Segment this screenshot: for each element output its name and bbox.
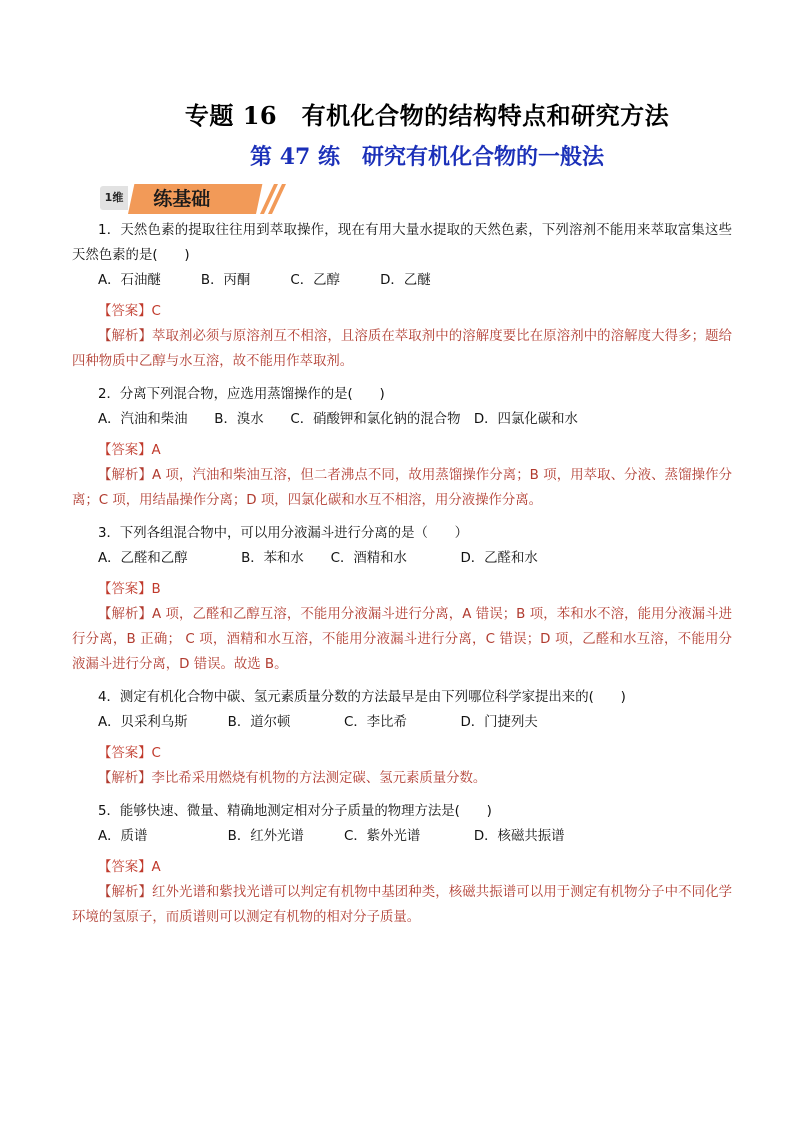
banner-level-label: 1维 xyxy=(100,186,128,210)
question-answer: 【答案】C xyxy=(98,304,161,319)
question-analysis: 【解析】李比希采用燃烧有机物的方法测定碳、氢元素质量分数。 xyxy=(98,771,487,786)
question-answer: 【答案】A xyxy=(98,860,161,875)
banner-label-box xyxy=(128,184,262,214)
question-stem: 1．天然色素的提取往往用到萃取操作，现在有用大量水提取的天然色素，下列溶剂不能用来萃取富集这些天然色素的是( ) xyxy=(72,223,732,263)
section-banner xyxy=(100,184,268,214)
question-analysis: 【解析】红外光谱和紫找光谱可以判定有机物中基团种类，核磁共振谱可以用于测定有机物分子中不同化学环境的氢原子，而质谱则可以测定有机物的相对分子质量。 xyxy=(72,885,732,925)
question-options: A．汽油和柴油 B．溴水 C．硝酸钾和氯化钠的混合物 D．四氯化碳和水 xyxy=(98,412,578,427)
question-answer: 【答案】B xyxy=(98,582,161,597)
question-stem: 5．能够快速、微量、精确地测定相对分子质量的物理方法是( ) xyxy=(98,804,492,819)
question-analysis: 【解析】A 项，汽油和柴油互溶，但二者沸点不同，故用蒸馏操作分离；B 项，用萃取、分液、蒸馏操作分离；C 项，用结晶操作分离；D 项，四氯化碳和水互不相溶，用分液操作分离。 xyxy=(72,468,732,508)
question-stem: 3．下列各组混合物中，可以用分液漏斗进行分离的是（ ） xyxy=(98,526,469,541)
question-stem: 4．测定有机化合物中碳、氢元素质量分数的方法最早是由下列哪位科学家提出来的( ) xyxy=(98,690,626,705)
question-item xyxy=(72,382,732,513)
question-options: A．石油醚 B．丙酮 C．乙醇 D．乙醚 xyxy=(98,273,431,288)
question-analysis: 【解析】A 项，乙醛和乙醇互溶，不能用分液漏斗进行分离，A 错误；B 项，苯和水不溶，能用分液漏斗进行分离，B 正确； C 项，酒精和水互溶，不能用分液漏斗进行分离，C 错误；D 项，乙醛和水互溶，不能用分液漏斗进行分离，D 错误。故选 B。 xyxy=(72,607,732,672)
banner-label: 练基础 xyxy=(153,188,211,210)
question-options: A．乙醛和乙醇 B．苯和水 C．酒精和水 D．乙醛和水 xyxy=(98,551,538,566)
question-item xyxy=(72,521,732,677)
question-answer: 【答案】C xyxy=(98,746,161,761)
question-stem: 2．分离下列混合物，应选用蒸馏操作的是( ) xyxy=(98,387,385,402)
question-options: A．贝采利乌斯 B．道尔顿 C．李比希 D．门捷列夫 xyxy=(98,715,538,730)
page-title: 专题 16 有机化合物的结构特点和研究方法 xyxy=(184,101,670,130)
page-subtitle: 第 47 练 研究有机化合物的一般法 xyxy=(250,144,604,170)
question-list xyxy=(72,218,732,930)
question-item xyxy=(72,218,732,374)
question-analysis: 【解析】萃取剂必须与原溶剂互不相溶，且溶质在萃取剂中的溶解度要比在原溶剂中的溶解度大得多；题给四种物质中乙醇与水互溶，故不能用作萃取剂。 xyxy=(72,329,732,369)
question-item xyxy=(72,799,732,930)
question-answer: 【答案】A xyxy=(98,443,161,458)
question-options: A．质谱 B．红外光谱 C．紫外光谱 D．核磁共振谱 xyxy=(98,829,565,844)
question-item xyxy=(72,685,732,791)
